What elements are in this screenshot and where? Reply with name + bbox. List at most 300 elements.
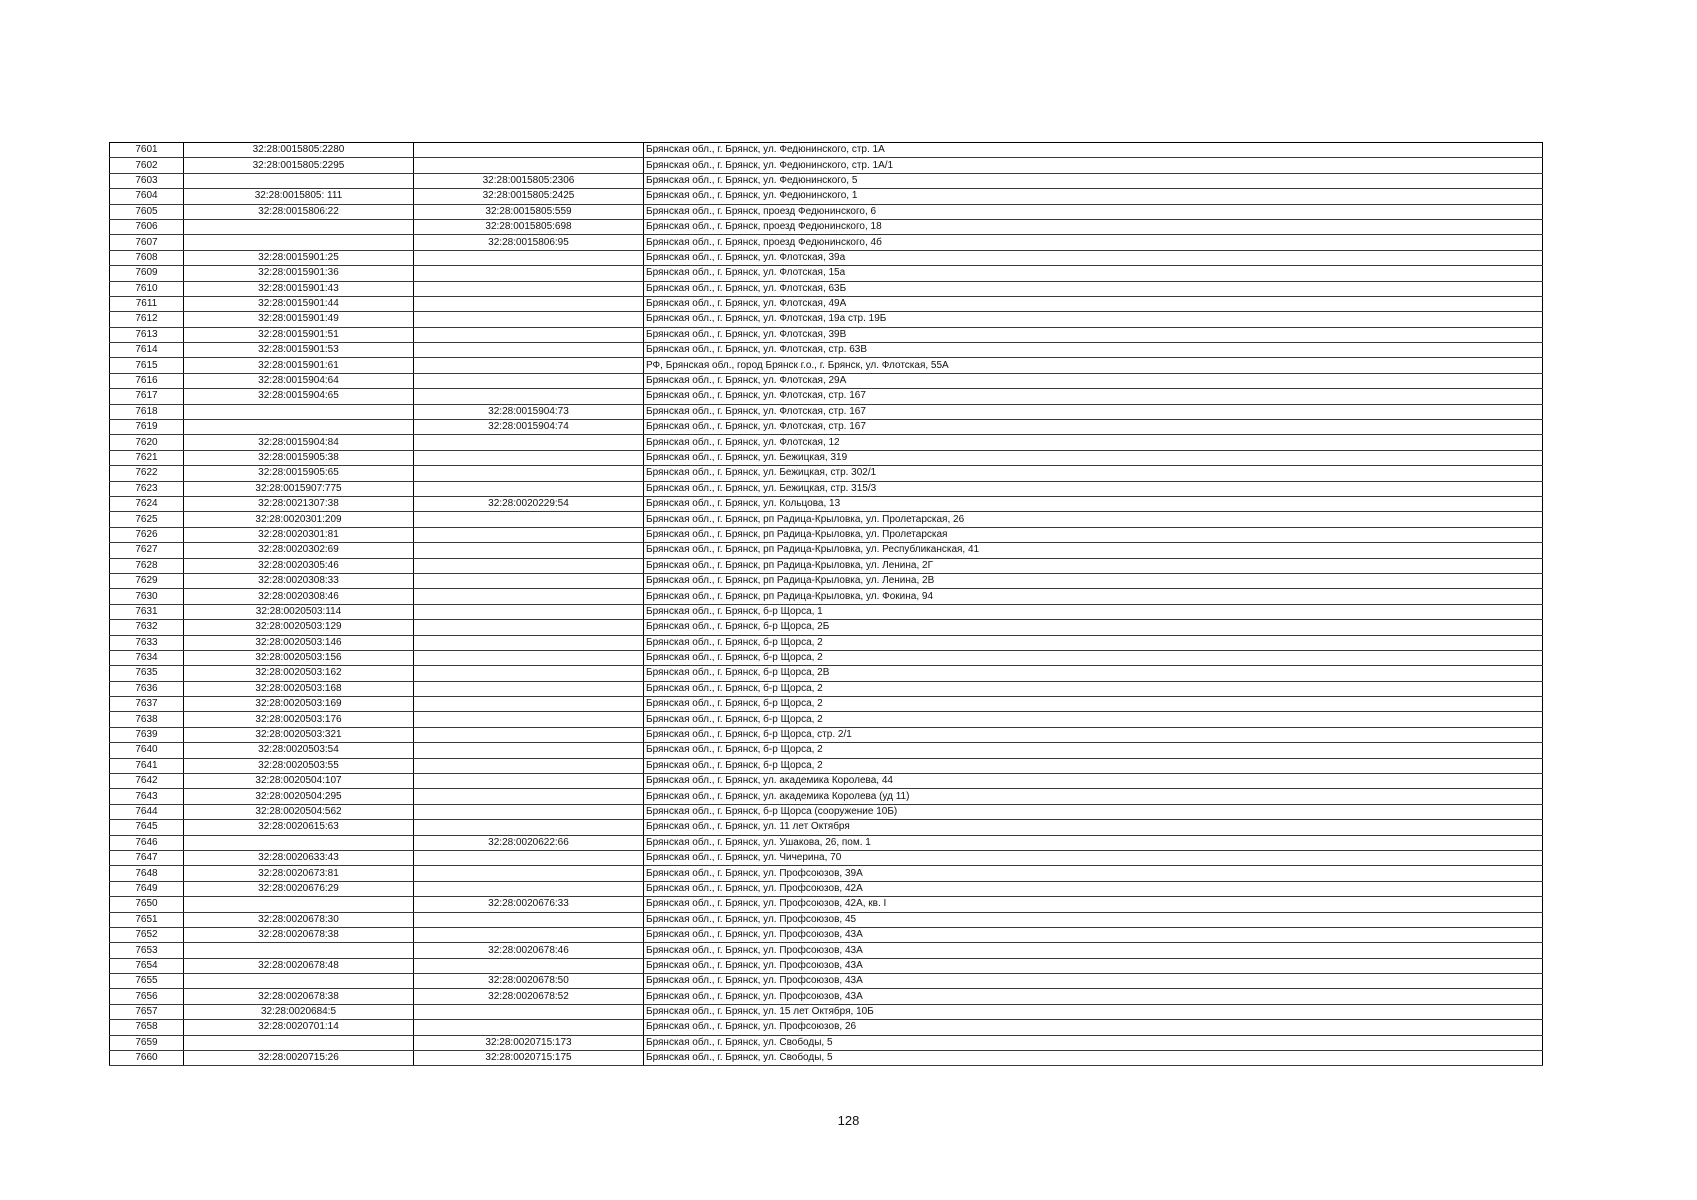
- cadastral-number-cell: 32:28:0015901:53: [184, 343, 414, 358]
- related-cadastral-number-cell: [414, 573, 644, 588]
- table-row: [110, 543, 1543, 558]
- cadastral-number-cell: 32:28:0020503:129: [184, 620, 414, 635]
- table-row: [110, 296, 1543, 311]
- address-cell: Брянская обл., г. Брянск, рп Радица-Крыловка, ул. Республиканская, 41: [644, 543, 1543, 558]
- cadastral-number-cell: 32:28:0015901:43: [184, 281, 414, 296]
- address-cell: Брянская обл., г. Брянск, ул. Профсоюзов, 42А: [644, 881, 1543, 896]
- table-row: [110, 989, 1543, 1004]
- address-cell: Брянская обл., г. Брянск, ул. Профсоюзов, 43А: [644, 989, 1543, 1004]
- related-cadastral-number-cell: 32:28:0015805:2306: [414, 173, 644, 188]
- cadastral-number-cell: 32:28:0020676:29: [184, 881, 414, 896]
- row-number-cell: 7658: [110, 1020, 184, 1035]
- table-row: [110, 820, 1543, 835]
- cadastral-number-cell: 32:28:0020503:54: [184, 743, 414, 758]
- related-cadastral-number-cell: [414, 527, 644, 542]
- address-cell: Брянская обл., г. Брянск, рп Радица-Крыловка, ул. Фокина, 94: [644, 589, 1543, 604]
- related-cadastral-number-cell: [414, 543, 644, 558]
- cadastral-number-cell: [184, 1035, 414, 1050]
- row-number-cell: 7602: [110, 158, 184, 173]
- address-cell: Брянская обл., г. Брянск, ул. академика Королева, 44: [644, 774, 1543, 789]
- table-row: [110, 189, 1543, 204]
- row-number-cell: 7626: [110, 527, 184, 542]
- table-row: [110, 481, 1543, 496]
- address-cell: Брянская обл., г. Брянск, б-р Щорса, 2: [644, 712, 1543, 727]
- row-number-cell: 7640: [110, 743, 184, 758]
- address-cell: Брянская обл., г. Брянск, б-р Щорса, 2Б: [644, 620, 1543, 635]
- address-cell: Брянская обл., г. Брянск, ул. Ушакова, 26, пом. 1: [644, 835, 1543, 850]
- related-cadastral-number-cell: [414, 912, 644, 927]
- row-number-cell: 7656: [110, 989, 184, 1004]
- table-row: [110, 173, 1543, 188]
- cadastral-number-cell: 32:28:0020301:81: [184, 527, 414, 542]
- related-cadastral-number-cell: [414, 435, 644, 450]
- row-number-cell: 7630: [110, 589, 184, 604]
- related-cadastral-number-cell: [414, 158, 644, 173]
- cadastral-number-cell: 32:28:0015901:61: [184, 358, 414, 373]
- related-cadastral-number-cell: 32:28:0015904:73: [414, 404, 644, 419]
- related-cadastral-number-cell: [414, 373, 644, 388]
- table-row: [110, 666, 1543, 681]
- related-cadastral-number-cell: 32:28:0020678:52: [414, 989, 644, 1004]
- cadastral-number-cell: 32:28:0020305:46: [184, 558, 414, 573]
- related-cadastral-number-cell: [414, 743, 644, 758]
- table-row: [110, 881, 1543, 896]
- address-cell: Брянская обл., г. Брянск, б-р Щорса, 2В: [644, 666, 1543, 681]
- address-cell: Брянская обл., г. Брянск, ул. Флотская, 19а стр. 19Б: [644, 312, 1543, 327]
- row-number-cell: 7611: [110, 296, 184, 311]
- row-number-cell: 7605: [110, 204, 184, 219]
- cadastral-number-cell: 32:28:0020503:114: [184, 604, 414, 619]
- cadastral-number-cell: 32:28:0020302:69: [184, 543, 414, 558]
- table-row: [110, 943, 1543, 958]
- row-number-cell: 7632: [110, 620, 184, 635]
- cadastral-number-cell: 32:28:0020503:168: [184, 681, 414, 696]
- address-cell: Брянская обл., г. Брянск, ул. Свободы, 5: [644, 1051, 1543, 1066]
- row-number-cell: 7660: [110, 1051, 184, 1066]
- related-cadastral-number-cell: 32:28:0015904:74: [414, 420, 644, 435]
- table-row: [110, 789, 1543, 804]
- address-cell: Брянская обл., г. Брянск, ул. Профсоюзов, 39А: [644, 866, 1543, 881]
- related-cadastral-number-cell: [414, 604, 644, 619]
- address-cell: Брянская обл., г. Брянск, рп Радица-Крыловка, ул. Ленина, 2Г: [644, 558, 1543, 573]
- cadastral-number-cell: 32:28:0020503:162: [184, 666, 414, 681]
- cadastral-number-cell: 32:28:0015904:84: [184, 435, 414, 450]
- related-cadastral-number-cell: [414, 466, 644, 481]
- related-cadastral-number-cell: 32:28:0020678:46: [414, 943, 644, 958]
- table-row: [110, 266, 1543, 281]
- cadastral-number-cell: 32:28:0015901:51: [184, 327, 414, 342]
- related-cadastral-number-cell: [414, 327, 644, 342]
- related-cadastral-number-cell: 32:28:0020715:175: [414, 1051, 644, 1066]
- row-number-cell: 7603: [110, 173, 184, 188]
- table-row: [110, 897, 1543, 912]
- address-cell: Брянская обл., г. Брянск, б-р Щорса, 2: [644, 635, 1543, 650]
- related-cadastral-number-cell: [414, 343, 644, 358]
- table-row: [110, 958, 1543, 973]
- table-row: [110, 558, 1543, 573]
- address-cell: Брянская обл., г. Брянск, ул. Бежицкая, стр. 315/3: [644, 481, 1543, 496]
- related-cadastral-number-cell: [414, 312, 644, 327]
- address-cell: Брянская обл., г. Брянск, ул. Профсоюзов, 43А: [644, 958, 1543, 973]
- address-cell: Брянская обл., г. Брянск, ул. Флотская, стр. 167: [644, 404, 1543, 419]
- cadastral-number-cell: [184, 235, 414, 250]
- table-row: [110, 604, 1543, 619]
- row-number-cell: 7621: [110, 450, 184, 465]
- cadastral-number-cell: 32:28:0020503:156: [184, 650, 414, 665]
- related-cadastral-number-cell: [414, 589, 644, 604]
- related-cadastral-number-cell: 32:28:0020229:54: [414, 496, 644, 511]
- address-cell: Брянская обл., г. Брянск, ул. Профсоюзов, 43А: [644, 927, 1543, 942]
- related-cadastral-number-cell: [414, 635, 644, 650]
- related-cadastral-number-cell: 32:28:0015805:698: [414, 219, 644, 234]
- table-row: [110, 219, 1543, 234]
- related-cadastral-number-cell: [414, 881, 644, 896]
- table-row: [110, 743, 1543, 758]
- address-cell: Брянская обл., г. Брянск, ул. Федюнинского, стр. 1А: [644, 143, 1543, 158]
- related-cadastral-number-cell: [414, 804, 644, 819]
- cadastral-number-cell: 32:28:0020301:209: [184, 512, 414, 527]
- related-cadastral-number-cell: [414, 866, 644, 881]
- cadastral-number-cell: 32:28:0015805: 111: [184, 189, 414, 204]
- related-cadastral-number-cell: 32:28:0015806:95: [414, 235, 644, 250]
- cadastral-number-cell: 32:28:0015901:36: [184, 266, 414, 281]
- row-number-cell: 7631: [110, 604, 184, 619]
- cadastral-number-cell: 32:28:0020308:46: [184, 589, 414, 604]
- related-cadastral-number-cell: [414, 697, 644, 712]
- address-cell: Брянская обл., г. Брянск, ул. Федюнинского, стр. 1А/1: [644, 158, 1543, 173]
- row-number-cell: 7636: [110, 681, 184, 696]
- address-cell: Брянская обл., г. Брянск, ул. Профсоюзов, 43А: [644, 974, 1543, 989]
- cadastral-number-cell: 32:28:0020673:81: [184, 866, 414, 881]
- address-cell: Брянская обл., г. Брянск, ул. Бежицкая, стр. 302/1: [644, 466, 1543, 481]
- cadastral-number-cell: 32:28:0015904:64: [184, 373, 414, 388]
- cadastral-number-cell: [184, 219, 414, 234]
- related-cadastral-number-cell: 32:28:0020676:33: [414, 897, 644, 912]
- address-cell: Брянская обл., г. Брянск, ул. Чичерина, 70: [644, 850, 1543, 865]
- related-cadastral-number-cell: [414, 481, 644, 496]
- cadastral-number-cell: 32:28:0020678:48: [184, 958, 414, 973]
- cadastral-number-cell: 32:28:0020678:38: [184, 989, 414, 1004]
- related-cadastral-number-cell: [414, 389, 644, 404]
- row-number-cell: 7601: [110, 143, 184, 158]
- table-row: [110, 343, 1543, 358]
- table-row: [110, 312, 1543, 327]
- row-number-cell: 7617: [110, 389, 184, 404]
- row-number-cell: 7606: [110, 219, 184, 234]
- address-cell: Брянская обл., г. Брянск, ул. Флотская, 49А: [644, 296, 1543, 311]
- cadastral-number-cell: 32:28:0020504:562: [184, 804, 414, 819]
- related-cadastral-number-cell: [414, 712, 644, 727]
- table-row: [110, 1035, 1543, 1050]
- address-cell: Брянская обл., г. Брянск, ул. Кольцова, 13: [644, 496, 1543, 511]
- row-number-cell: 7657: [110, 1004, 184, 1019]
- related-cadastral-number-cell: [414, 758, 644, 773]
- table-row: [110, 1004, 1543, 1019]
- cadastral-number-cell: 32:28:0015805:2280: [184, 143, 414, 158]
- table-row: [110, 235, 1543, 250]
- address-cell: Брянская обл., г. Брянск, б-р Щорса (сооружение 10Б): [644, 804, 1543, 819]
- related-cadastral-number-cell: [414, 143, 644, 158]
- table-row: [110, 573, 1543, 588]
- related-cadastral-number-cell: [414, 681, 644, 696]
- address-cell: Брянская обл., г. Брянск, рп Радица-Крыловка, ул. Пролетарская, 26: [644, 512, 1543, 527]
- row-number-cell: 7612: [110, 312, 184, 327]
- address-cell: Брянская обл., г. Брянск, ул. Флотская, стр. 167: [644, 389, 1543, 404]
- address-cell: Брянская обл., г. Брянск, б-р Щорса, 2: [644, 681, 1543, 696]
- related-cadastral-number-cell: [414, 850, 644, 865]
- address-cell: Брянская обл., г. Брянск, ул. Флотская, 63Б: [644, 281, 1543, 296]
- row-number-cell: 7624: [110, 496, 184, 511]
- address-cell: Брянская обл., г. Брянск, ул. Флотская, 29А: [644, 373, 1543, 388]
- address-cell: Брянская обл., г. Брянск, ул. Федюнинского, 5: [644, 173, 1543, 188]
- address-cell: Брянская обл., г. Брянск, ул. Флотская, стр. 63В: [644, 343, 1543, 358]
- table-row: [110, 620, 1543, 635]
- row-number-cell: 7655: [110, 974, 184, 989]
- table-row: [110, 327, 1543, 342]
- cadastral-number-cell: [184, 420, 414, 435]
- cadastral-number-cell: 32:28:0020504:295: [184, 789, 414, 804]
- table-row: [110, 527, 1543, 542]
- row-number-cell: 7659: [110, 1035, 184, 1050]
- table-row: [110, 866, 1543, 881]
- table-row: [110, 774, 1543, 789]
- row-number-cell: 7651: [110, 912, 184, 927]
- table-row: [110, 420, 1543, 435]
- row-number-cell: 7622: [110, 466, 184, 481]
- related-cadastral-number-cell: [414, 789, 644, 804]
- row-number-cell: 7639: [110, 727, 184, 742]
- table-row: [110, 635, 1543, 650]
- related-cadastral-number-cell: [414, 666, 644, 681]
- table-row: [110, 496, 1543, 511]
- row-number-cell: 7634: [110, 650, 184, 665]
- cadastral-number-cell: 32:28:0020633:43: [184, 850, 414, 865]
- address-cell: Брянская обл., г. Брянск, б-р Щорса, 2: [644, 697, 1543, 712]
- cadastral-number-cell: [184, 897, 414, 912]
- address-cell: Брянская обл., г. Брянск, ул. Флотская, 39а: [644, 250, 1543, 265]
- row-number-cell: 7610: [110, 281, 184, 296]
- address-cell: Брянская обл., г. Брянск, ул. Профсоюзов, 26: [644, 1020, 1543, 1035]
- table-row: [110, 373, 1543, 388]
- row-number-cell: 7650: [110, 897, 184, 912]
- related-cadastral-number-cell: [414, 358, 644, 373]
- address-cell: Брянская обл., г. Брянск, б-р Щорса, 2: [644, 758, 1543, 773]
- table-row: [110, 727, 1543, 742]
- registry-table-body: [110, 143, 1543, 1066]
- table-row: [110, 927, 1543, 942]
- row-number-cell: 7652: [110, 927, 184, 942]
- related-cadastral-number-cell: [414, 296, 644, 311]
- cadastral-number-cell: 32:28:0015901:49: [184, 312, 414, 327]
- row-number-cell: 7620: [110, 435, 184, 450]
- row-number-cell: 7649: [110, 881, 184, 896]
- address-cell: Брянская обл., г. Брянск, б-р Щорса, стр. 2/1: [644, 727, 1543, 742]
- cadastral-number-cell: 32:28:0020615:63: [184, 820, 414, 835]
- table-row: [110, 158, 1543, 173]
- table-row: [110, 912, 1543, 927]
- cadastral-number-cell: [184, 404, 414, 419]
- cadastral-number-cell: 32:28:0020715:26: [184, 1051, 414, 1066]
- row-number-cell: 7609: [110, 266, 184, 281]
- related-cadastral-number-cell: 32:28:0020678:50: [414, 974, 644, 989]
- related-cadastral-number-cell: 32:28:0015805:2425: [414, 189, 644, 204]
- table-row: [110, 358, 1543, 373]
- cadastral-number-cell: [184, 835, 414, 850]
- table-row: [110, 804, 1543, 819]
- address-cell: РФ, Брянская обл., город Брянск г.о., г. Брянск, ул. Флотская, 55А: [644, 358, 1543, 373]
- cadastral-number-cell: 32:28:0015805:2295: [184, 158, 414, 173]
- cadastral-number-cell: 32:28:0020503:176: [184, 712, 414, 727]
- cadastral-number-cell: 32:28:0020504:107: [184, 774, 414, 789]
- related-cadastral-number-cell: [414, 558, 644, 573]
- related-cadastral-number-cell: 32:28:0020715:173: [414, 1035, 644, 1050]
- row-number-cell: 7643: [110, 789, 184, 804]
- cadastral-number-cell: 32:28:0020503:321: [184, 727, 414, 742]
- address-cell: Брянская обл., г. Брянск, ул. 11 лет Октября: [644, 820, 1543, 835]
- table-row: [110, 450, 1543, 465]
- registry-table: [109, 142, 1543, 1066]
- table-row: [110, 466, 1543, 481]
- related-cadastral-number-cell: [414, 250, 644, 265]
- related-cadastral-number-cell: 32:28:0020622:66: [414, 835, 644, 850]
- address-cell: Брянская обл., г. Брянск, ул. Флотская, 39В: [644, 327, 1543, 342]
- related-cadastral-number-cell: [414, 281, 644, 296]
- address-cell: Брянская обл., г. Брянск, ул. 15 лет Октября, 10Б: [644, 1004, 1543, 1019]
- row-number-cell: 7645: [110, 820, 184, 835]
- row-number-cell: 7604: [110, 189, 184, 204]
- related-cadastral-number-cell: [414, 1020, 644, 1035]
- cadastral-number-cell: 32:28:0020701:14: [184, 1020, 414, 1035]
- related-cadastral-number-cell: [414, 727, 644, 742]
- address-cell: Брянская обл., г. Брянск, ул. Флотская, стр. 167: [644, 420, 1543, 435]
- row-number-cell: 7647: [110, 850, 184, 865]
- row-number-cell: 7648: [110, 866, 184, 881]
- address-cell: Брянская обл., г. Брянск, ул. Профсоюзов, 45: [644, 912, 1543, 927]
- related-cadastral-number-cell: [414, 620, 644, 635]
- page-number: 128: [837, 1113, 860, 1128]
- table-row: [110, 697, 1543, 712]
- related-cadastral-number-cell: [414, 774, 644, 789]
- related-cadastral-number-cell: [414, 450, 644, 465]
- address-cell: Брянская обл., г. Брянск, ул. Профсоюзов, 42А, кв. I: [644, 897, 1543, 912]
- related-cadastral-number-cell: [414, 927, 644, 942]
- table-row: [110, 681, 1543, 696]
- table-row: [110, 250, 1543, 265]
- table-row: [110, 850, 1543, 865]
- cadastral-number-cell: 32:28:0015901:25: [184, 250, 414, 265]
- cadastral-number-cell: [184, 173, 414, 188]
- cadastral-number-cell: 32:28:0015905:38: [184, 450, 414, 465]
- cadastral-number-cell: 32:28:0020678:38: [184, 927, 414, 942]
- cadastral-number-cell: 32:28:0020503:169: [184, 697, 414, 712]
- row-number-cell: 7633: [110, 635, 184, 650]
- cadastral-number-cell: 32:28:0015904:65: [184, 389, 414, 404]
- cadastral-number-cell: 32:28:0015905:65: [184, 466, 414, 481]
- table-row: [110, 389, 1543, 404]
- address-cell: Брянская обл., г. Брянск, проезд Федюнинского, 6: [644, 204, 1543, 219]
- cadastral-number-cell: [184, 974, 414, 989]
- table-row: [110, 512, 1543, 527]
- cadastral-number-cell: 32:28:0015901:44: [184, 296, 414, 311]
- cadastral-number-cell: 32:28:0015806:22: [184, 204, 414, 219]
- row-number-cell: 7607: [110, 235, 184, 250]
- table-row: [110, 974, 1543, 989]
- table-row: [110, 1020, 1543, 1035]
- row-number-cell: 7628: [110, 558, 184, 573]
- row-number-cell: 7627: [110, 543, 184, 558]
- related-cadastral-number-cell: 32:28:0015805:559: [414, 204, 644, 219]
- row-number-cell: 7615: [110, 358, 184, 373]
- address-cell: Брянская обл., г. Брянск, рп Радица-Крыловка, ул. Пролетарская: [644, 527, 1543, 542]
- address-cell: Брянская обл., г. Брянск, рп Радица-Крыловка, ул. Ленина, 2В: [644, 573, 1543, 588]
- row-number-cell: 7629: [110, 573, 184, 588]
- table-row: [110, 758, 1543, 773]
- address-cell: Брянская обл., г. Брянск, ул. Бежицкая, 319: [644, 450, 1543, 465]
- cadastral-number-cell: 32:28:0015907:775: [184, 481, 414, 496]
- address-cell: Брянская обл., г. Брянск, ул. Флотская, 15а: [644, 266, 1543, 281]
- related-cadastral-number-cell: [414, 512, 644, 527]
- row-number-cell: 7635: [110, 666, 184, 681]
- address-cell: Брянская обл., г. Брянск, ул. Профсоюзов, 43А: [644, 943, 1543, 958]
- related-cadastral-number-cell: [414, 266, 644, 281]
- address-cell: Брянская обл., г. Брянск, ул. Федюнинского, 1: [644, 189, 1543, 204]
- row-number-cell: 7637: [110, 697, 184, 712]
- table-row: [110, 435, 1543, 450]
- row-number-cell: 7653: [110, 943, 184, 958]
- row-number-cell: 7625: [110, 512, 184, 527]
- table-row: [110, 712, 1543, 727]
- cadastral-number-cell: 32:28:0020308:33: [184, 573, 414, 588]
- row-number-cell: 7616: [110, 373, 184, 388]
- row-number-cell: 7646: [110, 835, 184, 850]
- table-row: [110, 650, 1543, 665]
- cadastral-number-cell: 32:28:0020503:55: [184, 758, 414, 773]
- address-cell: Брянская обл., г. Брянск, б-р Щорса, 2: [644, 650, 1543, 665]
- row-number-cell: 7644: [110, 804, 184, 819]
- address-cell: Брянская обл., г. Брянск, ул. Свободы, 5: [644, 1035, 1543, 1050]
- row-number-cell: 7614: [110, 343, 184, 358]
- table-row: [110, 143, 1543, 158]
- table-row: [110, 204, 1543, 219]
- address-cell: Брянская обл., г. Брянск, проезд Федюнинского, 4б: [644, 235, 1543, 250]
- row-number-cell: 7618: [110, 404, 184, 419]
- row-number-cell: 7608: [110, 250, 184, 265]
- cadastral-number-cell: [184, 943, 414, 958]
- related-cadastral-number-cell: [414, 958, 644, 973]
- row-number-cell: 7641: [110, 758, 184, 773]
- cadastral-number-cell: 32:28:0020678:30: [184, 912, 414, 927]
- table-row: [110, 835, 1543, 850]
- related-cadastral-number-cell: [414, 820, 644, 835]
- related-cadastral-number-cell: [414, 1004, 644, 1019]
- address-cell: Брянская обл., г. Брянск, ул. Флотская, 12: [644, 435, 1543, 450]
- table-row: [110, 589, 1543, 604]
- cadastral-number-cell: 32:28:0021307:38: [184, 496, 414, 511]
- address-cell: Брянская обл., г. Брянск, ул. академика Королева (уд 11): [644, 789, 1543, 804]
- table-row: [110, 404, 1543, 419]
- address-cell: Брянская обл., г. Брянск, проезд Федюнинского, 18: [644, 219, 1543, 234]
- row-number-cell: 7654: [110, 958, 184, 973]
- row-number-cell: 7623: [110, 481, 184, 496]
- row-number-cell: 7613: [110, 327, 184, 342]
- row-number-cell: 7642: [110, 774, 184, 789]
- related-cadastral-number-cell: [414, 650, 644, 665]
- address-cell: Брянская обл., г. Брянск, б-р Щорса, 1: [644, 604, 1543, 619]
- table-row: [110, 281, 1543, 296]
- address-cell: Брянская обл., г. Брянск, б-р Щорса, 2: [644, 743, 1543, 758]
- table-row: [110, 1051, 1543, 1066]
- row-number-cell: 7638: [110, 712, 184, 727]
